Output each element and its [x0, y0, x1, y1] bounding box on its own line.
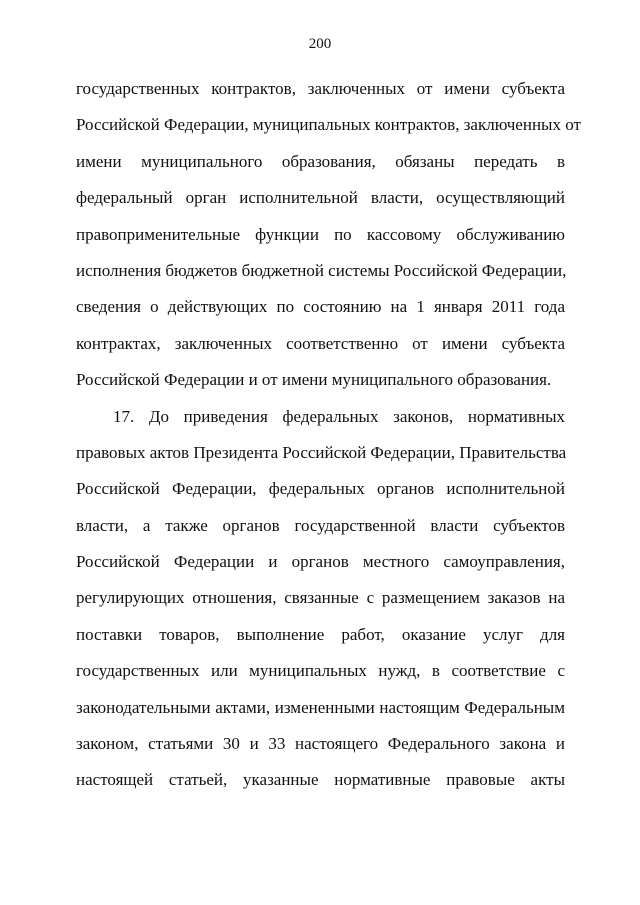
text-line: власти, а также органов государственной власти субъектов [76, 515, 565, 535]
text-line: федеральный орган исполнительной власти, осуществляющий [76, 188, 565, 208]
text-line: государственных контрактов, заключенных от имени субъекта [76, 79, 565, 98]
text-line: правоприменительные функции по кассовому обслуживанию [76, 224, 565, 244]
text-line: поставки товаров, выполнение работ, оказание услуг для [76, 624, 565, 644]
text-line: правовых актов Президента Российской Федерации, Правительства [76, 442, 567, 462]
text-line: имени муниципального образования, обязаны передать в [76, 151, 565, 171]
text-line: законодательными актами, измененными настоящим Федеральным [76, 697, 565, 717]
text-line: законом, статьями 30 и 33 настоящего Федерального закона и [76, 734, 565, 754]
paragraph-first-line: 17. До приведения федеральных законов, нормативных [113, 406, 565, 426]
text-line: Российской Федерации и органов местного самоуправления, [76, 552, 565, 572]
text-line: контрактах, заключенных соответственно от имени субъекта [76, 333, 565, 353]
text-line: сведения о действующих по состоянию на 1 января 2011 года [76, 297, 565, 317]
text-line: регулирующих отношения, связанные с размещением заказов на [76, 588, 565, 608]
text-line: государственных или муниципальных нужд, в соответствие с [76, 661, 565, 681]
text-line: настоящей статьей, указанные нормативные правовые акты [76, 770, 565, 790]
text-line: Российской Федерации, муниципальных контрактов, заключенных от [76, 115, 581, 135]
document-body [76, 71, 581, 799]
page-number: 200 [308, 36, 332, 52]
text-line: исполнения бюджетов бюджетной системы Российской Федерации, [76, 260, 567, 280]
text-line: Российской Федерации, федеральных органов исполнительной [76, 479, 565, 499]
paragraph-last-line: Российской Федерации и от имени муниципального образования. [76, 370, 552, 390]
